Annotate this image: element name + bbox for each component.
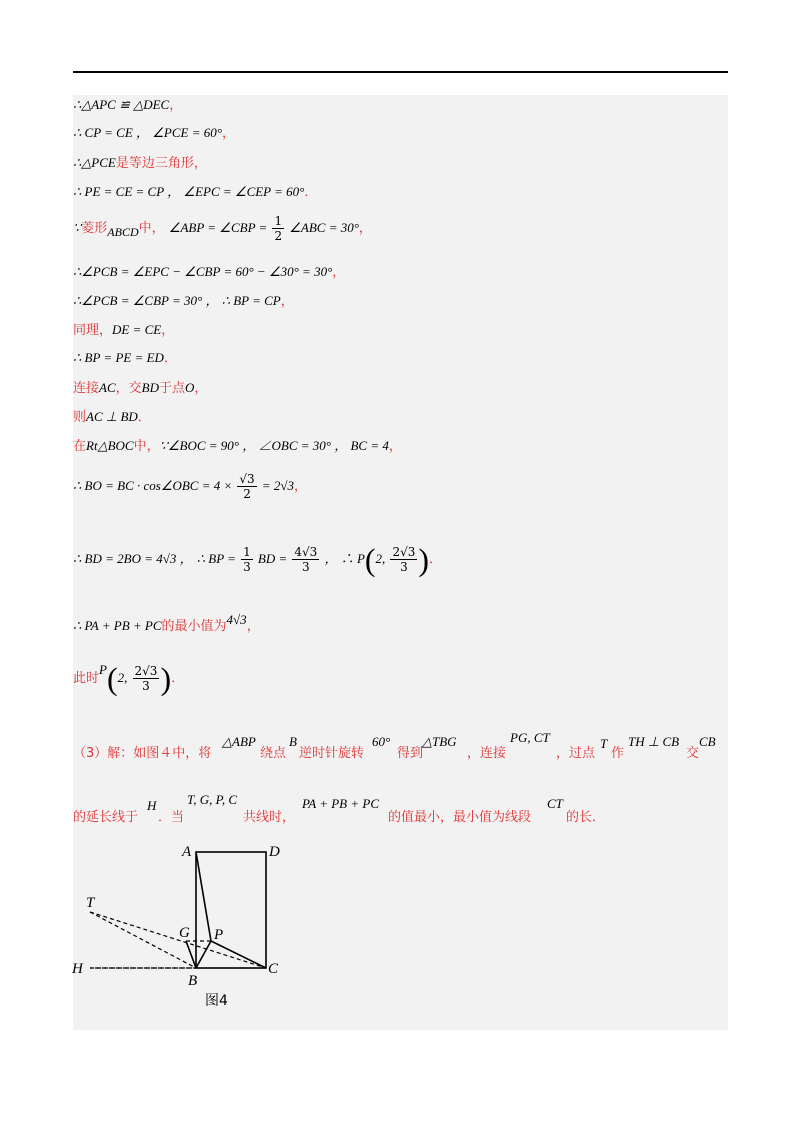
step-bo: ∴ BO = BC · cos∠OBC = 4 × $\frac{√3}{2}$ = 2√3， — [73, 472, 308, 501]
segment-tc — [90, 912, 266, 968]
step-perpendicular: 则AC ⊥ BD． — [73, 409, 151, 425]
segment-pc — [211, 941, 266, 968]
step-congruent: ∴△APC ≌ △DEC， — [73, 97, 183, 113]
step-similarly: 同理，DE = CE， — [73, 322, 175, 338]
step-cp-ce: ∴ CP = CE ， ∠PCE = 60°， — [73, 125, 235, 141]
label-c: C — [268, 961, 279, 977]
step-at-this-time: 此时P(2, $\frac{2√3}{3}$ )． — [73, 660, 185, 697]
label-t: T — [86, 895, 95, 911]
figure-4-diagram — [72, 835, 295, 1015]
step-min-value: ∴ PA + PB + PC的最小值为4√3， — [73, 612, 260, 634]
label-d: D — [269, 844, 280, 860]
label-h: H — [72, 961, 83, 977]
header-rule — [73, 71, 728, 73]
triangle-abp — [196, 852, 211, 968]
segment-gb — [186, 941, 196, 968]
step-rhombus: ∵菱形ABCD中， ∠ABP = ∠CBP = $\frac{1}{2}$ ∠ABC = 30°， — [73, 214, 372, 243]
label-b: B — [188, 973, 198, 989]
step-bp-pe-ed: ∴ BP = PE = ED． — [73, 350, 177, 366]
step-bd-bp-p: ∴ BD = 2BO = 4√3 ， ∴ BP = $\frac{1}{3}$ BD = $\frac{4√3}{3}$ ， ∴ P(2, $\frac{2√3}{3}$ )． — [73, 541, 443, 578]
step-equilateral: ∴△PCE是等边三角形， — [73, 155, 207, 171]
step-connect-ac: 连接AC，交BD于点O， — [73, 380, 208, 396]
figure-caption: 图4 — [205, 993, 228, 1009]
step-right-triangle: 在Rt△BOC中，∵∠BOC = 90° ， ∠OBC = 30° ， BC = 4， — [73, 438, 402, 454]
label-p: P — [214, 927, 224, 943]
label-a: A — [182, 844, 192, 860]
step-bp-cp: ∴∠PCB = ∠CBP = 30° ， ∴ BP = CP， — [73, 293, 294, 309]
label-g: G — [179, 925, 190, 941]
step-pcb: ∴∠PCB = ∠EPC − ∠CBP = 60° − ∠30° = 30°， — [73, 264, 346, 280]
step-pe-ce-cp: ∴ PE = CE = CP ， ∠EPC = ∠CEP = 60°． — [73, 184, 318, 200]
